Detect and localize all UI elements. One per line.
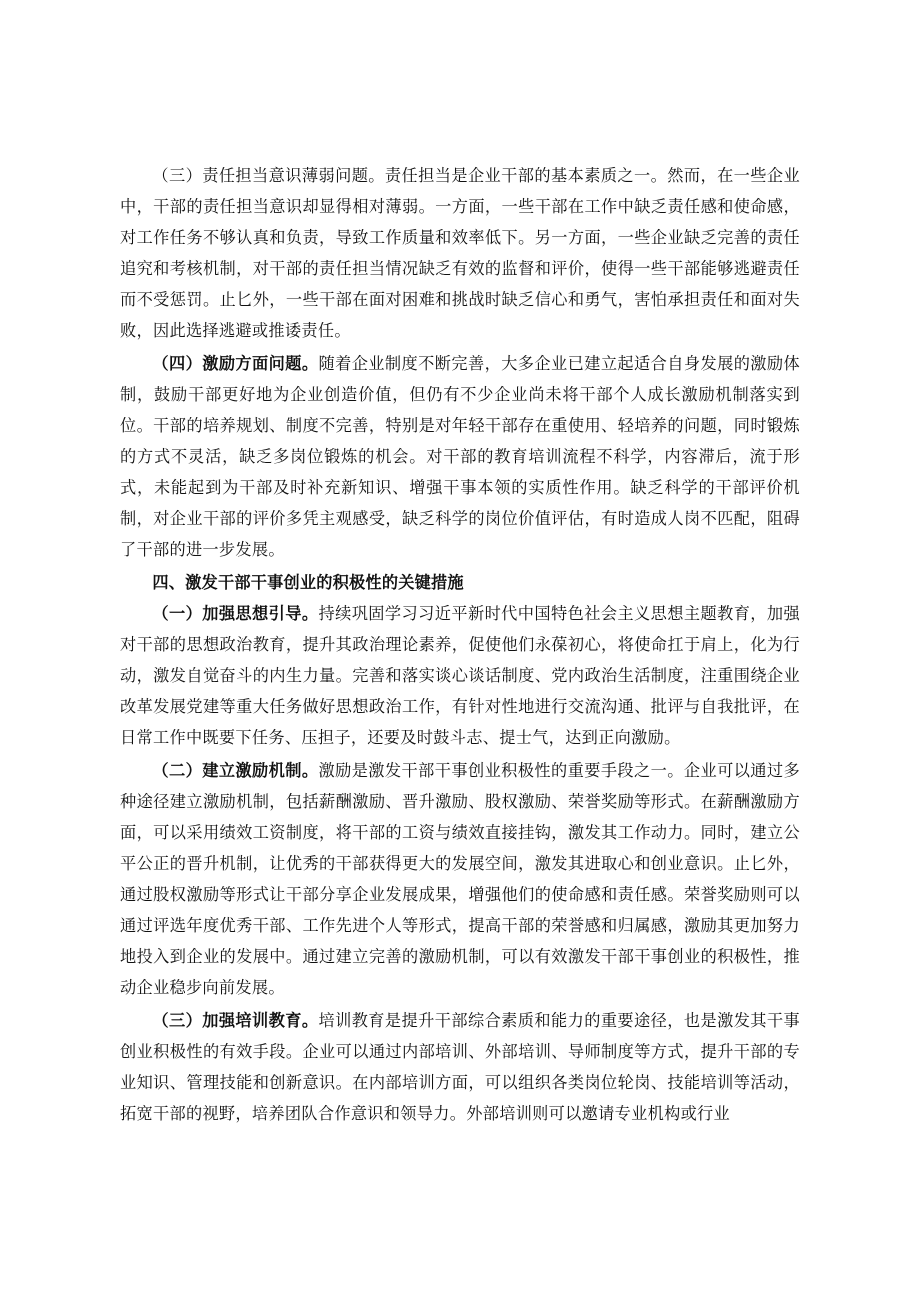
section-heading-4: 四、激发干部干事创业的积极性的关键措施 — [152, 573, 464, 592]
paragraph-lead: （四）激励方面问题。 — [152, 354, 319, 373]
paragraph-lead: （三）加强培训教育。 — [152, 1011, 319, 1030]
paragraph-text: 随着企业制度不断完善，大多企业已建立起适合自身发展的激励体制，鼓励干部更好地为企业创造价值，但仍有不少企业尚未将干部个人成长激励机制落实到位。干部的培养规划、制度不完善，特别是对年轻干部存在重使用、轻培养的问题，同时锻炼的方式不灵活，缺乏多岗位锻炼的机会。对干部的教育培训流程不科学，内容滞后，流于形式，未能起到为干部及时补充新知识、增强干事本领的实质性作用。缺乏科学的干部评价机制，对企业干部的评价多凭主观感受，缺乏科学的岗位价值评估，有时造成人岗不匹配，阻碍了干部的进一步发展。 — [120, 354, 801, 559]
paragraph-text: 激励是激发干部干事创业积极性的重要手段之一。企业可以通过多种途径建立激励机制，包括薪酬激励、晋升激励、股权激励、荣誉奖励等形式。在薪酬激励方面，可以采用绩效工资制度，将干部的工资与绩效直接挂钩，激发其工作动力。同时，建立公平公正的晋升机制，让优秀的干部获得更大的发展空间，激发其进取心和创业意识。止匕外，通过股权激励等形式让干部分享企业发展成果，增强他们的使命感和责任感。荣誉奖励则可以通过评选年度优秀干部、工作先进个人等形式，提高干部的荣誉感和归属感，激励其更加努力地投入到企业的发展中。通过建立完善的激励机制，可以有效激发干部干事创业的积极性，推动企业稳步向前发展。 — [120, 761, 801, 997]
paragraph-training-education — [120, 1005, 800, 1129]
paragraph-lead: （一）加强思想引导。 — [152, 604, 319, 623]
paragraph-incentive-issue — [120, 348, 800, 565]
paragraph-text: 持续巩固学习习近平新时代中国特色社会主义思想主题教育，加强对干部的思想政治教育，提升其政治理论素养，促使他们永葆初心，将使命扛于肩上，化为行动，激发自觉奋斗的内生力量。完善和落实谈心谈话制度、党内政治生活制度，注重围绕企业改革发展党建等重大任务做好思想政治工作，有针对性地进行交流沟通、批评与自我批评，在日常工作中既要下任务、压担子，还要及时鼓斗志、提士气，达到正向激励。 — [120, 604, 801, 747]
paragraph-lead: （二）建立激励机制。 — [152, 761, 319, 780]
document-body — [120, 160, 800, 1129]
paragraph-text: （三）责任担当意识薄弱问题。责任担当是企业干部的基本素质之一。然而，在一些企业中，干部的责任担当意识却显得相对薄弱。一方面，一些干部在工作中缺乏责任感和使命感，对工作任务不够认真和负责，导致工作质量和效率低下。另一方面，一些企业缺乏完善的责任追究和考核机制，对干部的责任担当情况缺乏有效的监督和评价，使得一些干部能够逃避责任而不受惩罚。止匕外，一些干部在面对困难和挑战时缺乏信心和勇气，害怕承担责任和面对失败，因此选择逃避或推诿责任。 — [120, 166, 800, 340]
paragraph-incentive-mechanism — [120, 755, 800, 1003]
paragraph-responsibility-issue — [120, 160, 800, 346]
paragraph-ideological-guidance — [120, 598, 800, 753]
paragraph-text: 培训教育是提升干部综合素质和能力的重要途径，也是激发其干事创业积极性的有效手段。企业可以通过内部培训、外部培训、导师制度等方式，提升干部的专业知识、管理技能和创新意识。在内部培训方面，可以组织各类岗位轮岗、技能培训等活动，拓宽干部的视野，培养团队合作意识和领导力。外部培训则可以邀请专业机构或行业 — [120, 1011, 801, 1123]
